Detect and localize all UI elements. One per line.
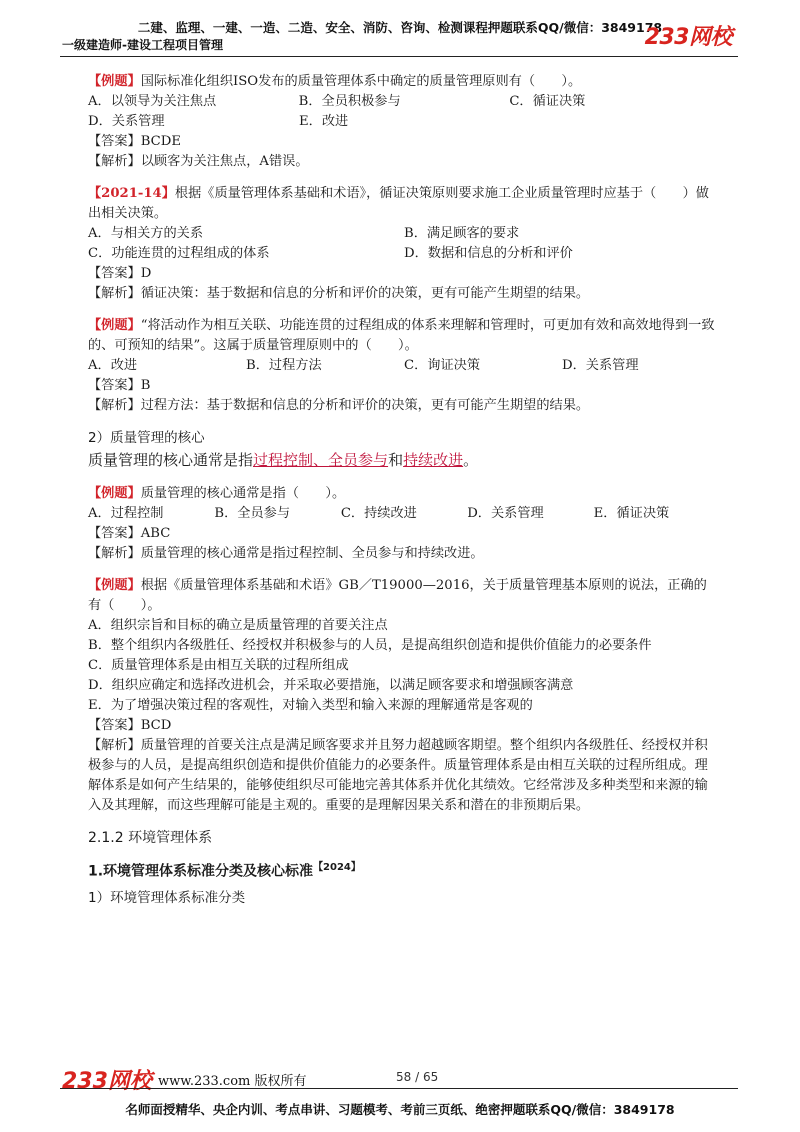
option-b: B．整个组织内各级胜任、经授权并积极参与的人员，是提高组织创造和提供价值能力的必要条件 <box>88 638 652 653</box>
question-1 <box>88 72 720 172</box>
option-c: C．循证决策 <box>509 94 586 109</box>
footer-contact-line: 名师面授精华、央企内训、考点串讲、习题模考、考前三页纸、绝密押题联系QQ/微信：3849178 <box>125 1102 675 1117</box>
answer: 【答案】BCD <box>88 718 172 733</box>
analysis: 【解析】质量管理的核心通常是指过程控制、全员参与和持续改进。 <box>88 546 484 561</box>
subsection-heading <box>88 858 720 882</box>
option-a: A．改进 <box>88 358 138 373</box>
page-content <box>88 72 720 908</box>
analysis: 【解析】循证决策：基于数据和信息的分析和评价的决策，更有可能产生期望的结果。 <box>88 286 590 301</box>
question-tag: 【例题】 <box>88 318 141 333</box>
option-d: D．关系管理 <box>467 506 544 521</box>
core-link-process-control[interactable]: 过程控制 <box>253 451 314 469</box>
option-c: C．功能连贯的过程组成的体系 <box>88 246 270 261</box>
core-link-full-participation[interactable]: 全员参与 <box>328 451 389 469</box>
subsection-title: 1.环境管理体系标准分类及核心标准 <box>88 863 314 880</box>
core-text-and: 和 <box>388 451 404 469</box>
option-e: E．循证决策 <box>593 506 670 521</box>
answer: 【答案】B <box>88 378 151 393</box>
option-b: B．满足顾客的要求 <box>404 226 520 241</box>
analysis: 【解析】过程方法：基于数据和信息的分析和评价的决策，更有可能产生期望的结果。 <box>88 398 590 413</box>
options-row <box>88 504 720 524</box>
question-tag: 【2021-14】 <box>88 186 175 201</box>
question-tag: 【例题】 <box>88 578 141 593</box>
option-d: D．数据和信息的分析和评价 <box>404 246 573 261</box>
option-a: A．与相关方的关系 <box>88 226 204 241</box>
header-divider <box>60 56 738 57</box>
options-row <box>88 92 720 112</box>
option-d: D．关系管理 <box>562 358 639 373</box>
question-tag: 【例题】 <box>88 486 141 501</box>
footer-divider <box>60 1088 738 1089</box>
question-2 <box>88 184 720 304</box>
analysis: 【解析】以顾客为关注焦点，A错误。 <box>88 154 309 169</box>
core-heading: 2）质量管理的核心 <box>88 430 205 446</box>
footer-logo: 233网校 <box>62 1069 152 1094</box>
core-link-continuous-improvement[interactable]: 持续改进 <box>403 451 464 469</box>
year-tag: 【2024】 <box>313 862 361 873</box>
option-d: D．组织应确定和选择改进机会，并采取必要措施，以满足顾客要求和增强顾客满意 <box>88 678 574 693</box>
question-3 <box>88 316 720 416</box>
core-text-before: 质量管理的核心通常是指 <box>88 451 254 469</box>
question-stem: “将活动作为相互关联、功能连贯的过程组成的体系来理解和管理时，可更加有效和高效地得到一致的、可预知的结果”。这属于质量管理原则中的（ ）。 <box>88 318 715 353</box>
options-row <box>88 356 720 376</box>
footer-copyright: www.233.com 版权所有 <box>158 1074 307 1089</box>
question-stem: 国际标准化组织ISO发布的质量管理体系中确定的质量管理原则有（ ）。 <box>140 74 582 89</box>
option-e: E．为了增强决策过程的客观性，对输入类型和输入来源的理解通常是客观的 <box>88 698 533 713</box>
option-a: A．以领导为关注焦点 <box>88 94 217 109</box>
core-section <box>88 428 720 472</box>
header-contact-line: 二建、监理、一建、一造、二造、安全、消防、咨询、检测课程押题联系QQ/微信：3849178 <box>137 20 663 35</box>
core-paragraph <box>88 448 720 472</box>
option-e: E．改进 <box>299 114 349 129</box>
section-heading: 2.1.2 环境管理体系 <box>88 830 213 846</box>
question-stem: 根据《质量管理体系基础和术语》GB／T19000—2016，关于质量管理基本原则的说法，正确的有（ ）。 <box>88 578 707 613</box>
answer: 【答案】D <box>88 266 152 281</box>
question-tag: 【例题】 <box>88 74 141 89</box>
option-b: B．全员积极参与 <box>298 94 401 109</box>
page-number: 58 / 65 <box>396 1070 439 1084</box>
core-text-end: 。 <box>463 451 479 469</box>
question-5 <box>88 576 720 816</box>
option-c: C．持续改进 <box>340 506 417 521</box>
option-d: D．关系管理 <box>88 114 165 129</box>
core-separator: 、 <box>313 451 329 469</box>
list-item: 1）环境管理体系标准分类 <box>88 889 246 906</box>
options-row <box>88 244 720 264</box>
option-b: B．全员参与 <box>214 506 291 521</box>
option-a: A．过程控制 <box>88 506 164 521</box>
option-c: C．询证决策 <box>404 358 481 373</box>
option-a: A．组织宗旨和目标的确立是质量管理的首要关注点 <box>88 618 388 633</box>
question-stem: 根据《质量管理体系基础和术语》，循证决策原则要求施工企业质量管理时应基于（ ）做出相关决策。 <box>88 186 709 221</box>
document-subtitle: 一级建造师-建设工程项目管理 <box>62 38 223 52</box>
answer: 【答案】ABC <box>88 526 171 541</box>
question-stem: 质量管理的核心通常是指（ ）。 <box>140 486 346 501</box>
option-b: B．过程方法 <box>246 358 322 373</box>
answer: 【答案】BCDE <box>88 134 181 149</box>
options-row <box>88 112 720 132</box>
analysis: 【解析】质量管理的首要关注点是满足顾客要求并且努力超越顾客期望。整个组织内各级胜任、经授权并积极参与的人员，是提高组织创造和提供价值能力的必要条件。质量管理体系是由相互关联的过程所组成。理解体系是如何产生结果的，能够使组织尽可能地完善其体系并优化其绩效。它经常涉及多种类型和来源的输入及其理解，而这些理解可能是主观的。重要的是理解因果关系和潜在的非预期后果。 <box>88 738 708 813</box>
brand-logo: 233网校 <box>644 25 732 50</box>
options-row <box>88 224 720 244</box>
question-4 <box>88 484 720 564</box>
option-c: C．质量管理体系是由相互关联的过程所组成 <box>88 658 349 673</box>
